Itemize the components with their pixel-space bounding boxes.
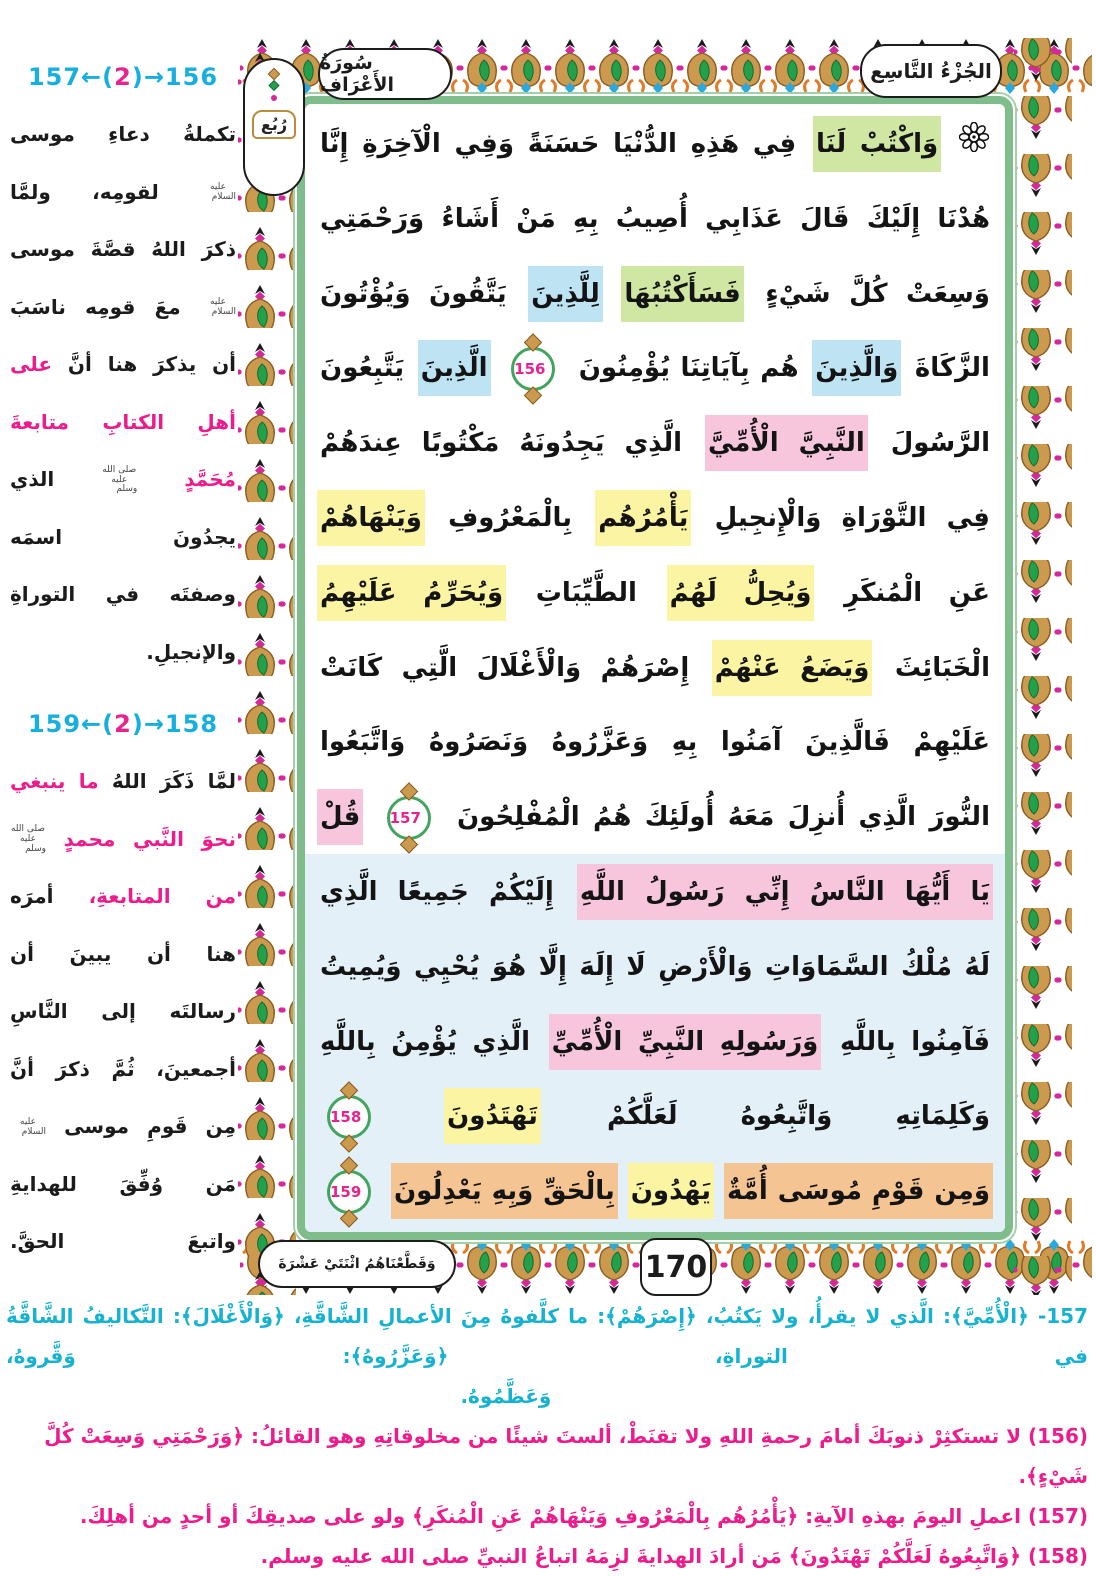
- quran-text-segment: وَمِن قَوْمِ مُوسَى أُمَّةٌ: [724, 1163, 993, 1219]
- margin-note-line: [10, 983, 236, 1041]
- quran-line: [317, 107, 993, 182]
- margin-note-line: [10, 164, 236, 222]
- quran-text-segment: الزَّكَاةَ: [914, 353, 990, 384]
- margin-note-text: ذكرَ اللهُ قصَّةَ موسى: [10, 237, 236, 261]
- margin-note-line: [10, 1156, 236, 1214]
- nav-range-text: 159←(: [27, 710, 115, 738]
- verse-number: 159: [330, 1182, 362, 1201]
- margin-note-text: لقومِه، ولمَّا: [10, 179, 159, 204]
- margin-note-text: مَن وُفِّقَ للهدايةِ: [10, 1171, 236, 1196]
- page-number-plate: [640, 1238, 712, 1296]
- hizb-rosette-icon: [959, 107, 989, 182]
- quran-line: [317, 182, 993, 257]
- quran-text-segment: يَأْمُرُهُم: [595, 490, 691, 546]
- verse-number-medallion: [327, 1170, 371, 1214]
- margin-note-text: أن يذكرَ هنا أنَّ: [67, 352, 236, 376]
- margin-note-line: [10, 1098, 236, 1156]
- quran-line: [317, 331, 993, 406]
- quran-text-segment: يَا أَيُّهَا النَّاسُ إِنِّي رَسُولُ اللَّهِ: [577, 864, 993, 920]
- margin-note-text: أجمعينَ، ثُمَّ ذكرَ أنَّ: [10, 1056, 236, 1081]
- honorific-seal: عليه السلام: [20, 1116, 46, 1137]
- quran-line: [317, 855, 993, 930]
- quran-text-segment: الطَّيِّبَاتِ: [535, 577, 637, 608]
- margin-note-line: [10, 926, 236, 984]
- quran-text-segment: فَآمِنُوا بِاللَّهِ: [839, 1026, 990, 1057]
- surah-title: سُورَةُ الأَعْرَاف: [320, 52, 395, 96]
- margin-note-line: [10, 336, 236, 394]
- margin-note-text: مِن قَومِ موسى: [64, 1114, 236, 1138]
- quran-lines: [305, 104, 1005, 1229]
- verse-number: 157: [389, 808, 421, 827]
- nav-range-text: )→156: [131, 63, 219, 91]
- juz-title-cartouche: [860, 44, 1002, 98]
- quran-text-segment: النُّورَ الَّذِي أُنزِلَ مَعَهُ أُولَئِكَ هُمُ الْمُفْلِحُونَ: [456, 802, 990, 833]
- margin-column: [10, 60, 236, 1271]
- quran-text-segment: إِصْرَهُمْ وَالْأَغْلَالَ الَّتِي كَانَتْ: [320, 652, 690, 683]
- margin-note-line: [10, 221, 236, 279]
- quran-text-segment: الْخَبَائِثَ: [894, 652, 990, 683]
- quran-text-segment: الَّذِي يَجِدُونَهُ مَكْتُوبًا عِندَهُمْ: [320, 428, 683, 459]
- footnotes-area: [6, 1296, 1088, 1576]
- quran-text-segment: وَيَنْهَاهُمْ: [317, 490, 425, 546]
- quran-text-segment: وَسِعَتْ كُلَّ شَيْءٍ: [765, 278, 990, 309]
- margin-note-line: [10, 451, 236, 509]
- quran-line: [317, 780, 993, 855]
- margin-note-line: [10, 106, 236, 164]
- margin-note-line: [10, 566, 236, 624]
- margin-nav-156-157: [10, 60, 236, 94]
- quran-line: [317, 930, 993, 1005]
- quarter-marker-cartouche: [243, 58, 305, 196]
- margin-note-line: [10, 1213, 236, 1271]
- quran-text-segment: فَسَأَكْتُبُهَا: [621, 266, 744, 322]
- verse-number-medallion: [387, 796, 431, 840]
- footnote-application-line: (158) ﴿وَاتَّبِعُوهُ لَعَلَّكُمْ تَهْتَدُونَ﴾ مَن أرادَ الهدايةَ لزِمَهُ اتباعُ النبيِّ صلى الله عليه وسلم.: [260, 1544, 1088, 1568]
- quran-text-segment: وَرَسُولِهِ النَّبِيِّ الْأُمِّيِّ: [549, 1014, 822, 1070]
- quran-text-segment: يَتَّبِعُونَ: [320, 353, 405, 384]
- margin-note-line: [10, 868, 236, 926]
- quran-line: [317, 1005, 993, 1080]
- verse-number-medallion: [511, 347, 555, 391]
- quran-text-segment: وَاكْتُبْ لَنَا: [813, 116, 941, 172]
- nav-range-text: 157←(: [27, 63, 115, 91]
- quran-text-segment: تَهْتَدُونَ: [444, 1088, 541, 1144]
- quran-line: [317, 481, 993, 556]
- margin-note-text: هنا أن يبينَ أن: [10, 941, 236, 966]
- quran-text-segment: وَيَضَعُ عَنْهُمْ: [712, 640, 873, 696]
- margin-note-text: نحوَ النَّبي محمدٍ: [63, 826, 237, 851]
- border-ornament-left: [238, 38, 296, 1295]
- quran-line: [317, 705, 993, 780]
- margin-note-line: [10, 753, 236, 811]
- quran-text-segment: فِي هَذِهِ الدُّنْيَا حَسَنَةً وَفِي الْآخِرَةِ إِنَّا: [320, 129, 797, 159]
- margin-note-text: أهلِ الكتابِ متابعةَ: [10, 409, 236, 434]
- quran-text-segment: قُلْ: [317, 789, 363, 845]
- nav-page-count: 2: [114, 710, 132, 738]
- footnote-application-line: (157) اعملِ اليومَ بهذهِ الآيةِ: ﴿يَأْمُرُهُم بِالْمَعْرُوفِ وَيَنْهَاهُمْ عَنِ الْمُنكَرِ﴾ ولو على صديقِكَ أو أحدٍ من أهلِكَ.: [79, 1504, 1088, 1528]
- quran-text-segment: النَّبِيَّ الْأُمِّيَّ: [705, 415, 868, 471]
- quran-text-segment: فِي التَّوْرَاةِ وَالْإِنجِيلِ: [714, 502, 990, 533]
- quran-text-segment: وَيُحَرِّمُ عَلَيْهِمُ: [317, 565, 506, 621]
- verse-number: 158: [330, 1107, 362, 1126]
- margin-notes-block-1: [10, 106, 236, 681]
- quran-text-segment: إِلَيْكُمْ جَمِيعًا الَّذِي: [320, 876, 554, 907]
- quran-text-segment: الَّذِي يُؤْمِنُ بِاللَّهِ: [320, 1026, 531, 1057]
- margin-note-text: مُحَمَّدٍ: [184, 467, 237, 491]
- margin-note-text: معَ قومِه ناسَبَ: [10, 294, 181, 319]
- finial-ornament-icon: [263, 68, 285, 108]
- margin-note-text: أمرَه: [10, 884, 54, 908]
- border-ornament-right: [1014, 38, 1072, 1295]
- quran-text-segment: عَنِ الْمُنكَرِ: [844, 577, 990, 608]
- quran-line: [317, 1079, 993, 1154]
- quran-text-segment: الَّذِينَ: [418, 340, 491, 396]
- quran-line: [317, 1154, 993, 1229]
- page-number: 170: [644, 1249, 708, 1285]
- quran-text-segment: لَهُ مُلْكُ السَّمَاوَاتِ وَالْأَرْضِ لَا إِلَهَ إِلَّا هُوَ يُحْيِي وَيُمِيتُ: [320, 951, 990, 982]
- juz-title: الجُزْءُ التَّاسِع: [870, 59, 992, 83]
- quran-text-segment: بِالْحَقِّ وَبِهِ يَعْدِلُونَ: [391, 1163, 618, 1219]
- margin-note-text: ما ينبغي: [10, 769, 99, 793]
- verse-number: 156: [514, 359, 546, 378]
- quran-text-segment: وَكَلِمَاتِهِ وَاتَّبِعُوهُ لَعَلَّكُمْ: [606, 1101, 990, 1132]
- footnote-vocab-line: 157- ﴿الْأُمِّيَّ﴾: الَّذي لا يقرأُ، ولا يَكتُبُ، ﴿إِصْرَهُمْ﴾: ما كلَّفوهُ مِنَ الأعمالِ الشَّاقَّةِ، ﴿وَالْأَغْلَالَ﴾: التَّكاليفُ الشَّاقَّةُ في التوراةِ، ﴿وَعَزَّرُوهُ﴾: وَقَّروهُ،: [6, 1304, 1088, 1368]
- quran-line: [317, 631, 993, 706]
- honorific-seal: عليه السلام: [210, 297, 236, 317]
- margin-note-text: والإنجيلِ.: [146, 639, 236, 664]
- quran-text-segment: لِلَّذِينَ: [528, 266, 603, 322]
- nav-page-count: 2: [114, 63, 132, 91]
- margin-note-line: [10, 279, 236, 337]
- quarter-marker-label: رُبُع: [252, 110, 296, 139]
- margin-note-line: [10, 394, 236, 452]
- quran-text-segment: وَيُحِلُّ لَهُمُ: [667, 565, 815, 621]
- footnote-application-line: (156) لا تستكثِرْ ذنوبَكَ أمامَ رحمةِ اللهِ ولا تقنَطْ، ألستَ شيئًا من مخلوقاتِهِ وهو القائلُ: ﴿وَرَحْمَتِي وَسِعَتْ كُلَّ شَيْءٍ﴾.: [44, 1424, 1088, 1488]
- quran-text-segment: وَالَّذِينَ: [812, 340, 901, 396]
- quran-line: [317, 406, 993, 481]
- margin-note-text: وصفتَه في التوراةِ: [10, 582, 236, 606]
- honorific-seal: صلى الله عليه وسلم: [102, 464, 138, 495]
- margin-note-line: [10, 624, 236, 682]
- margin-note-text: واتبعَ الحقَّ.: [10, 1229, 236, 1253]
- verse-number-medallion: [327, 1095, 371, 1139]
- honorific-seal: عليه السلام: [210, 182, 236, 202]
- quran-line: [317, 257, 993, 332]
- nav-range-text: )→158: [131, 710, 219, 738]
- margin-note-line: [10, 1041, 236, 1099]
- margin-note-text: يجدُونَ اسمَه: [10, 524, 236, 549]
- margin-note-text: رسالتَه إلى النَّاسِ: [10, 999, 236, 1023]
- quran-text-segment: عَلَيْهِمْ فَالَّذِينَ آمَنُوا بِهِ وَعَزَّرُوهُ وَنَصَرُوهُ وَاتَّبَعُوا: [320, 727, 990, 758]
- catchword-text: وَقَطَّعْنَاهُمُ اثْنَتَيْ عَشْرَةَ: [278, 1256, 436, 1272]
- margin-note-text: لمَّا ذَكَرَ اللهُ: [111, 769, 236, 793]
- margin-note-text: تكملةُ دعاءِ موسى: [10, 122, 236, 146]
- margin-note-line: [10, 509, 236, 567]
- quran-text-segment: الرَّسُولَ: [890, 428, 990, 459]
- quran-text-segment: هُم بِآيَاتِنَا يُؤْمِنُونَ: [578, 353, 799, 384]
- margin-note-text: على: [10, 352, 53, 376]
- margin-note-text: الذي: [10, 467, 55, 491]
- surah-title-cartouche: [318, 48, 452, 100]
- quran-text-segment: يَتَّقُونَ وَيُؤْتُونَ: [320, 278, 507, 309]
- footnote-vocab-line: وَعَظَّمُوهُ.: [460, 1384, 552, 1408]
- margin-nav-158-159: [10, 707, 236, 741]
- margin-notes-block-2: [10, 753, 236, 1271]
- quran-text-segment: بِالْمَعْرُوفِ: [448, 502, 573, 533]
- honorific-seal: صلى الله عليه وسلم: [10, 824, 46, 854]
- quran-line: [317, 556, 993, 631]
- quran-text-segment: يَهْدُونَ: [628, 1163, 714, 1219]
- margin-note-text: من المتابعةِ،: [88, 884, 236, 908]
- catchword-cartouche: [258, 1240, 456, 1288]
- margin-note-line: [10, 811, 236, 869]
- quran-text-panel: [297, 96, 1013, 1240]
- quran-text-segment: هُدْنَا إِلَيْكَ قَالَ عَذَابِي أُصِيبُ بِهِ مَنْ أَشَاءُ وَرَحْمَتِي: [320, 203, 990, 234]
